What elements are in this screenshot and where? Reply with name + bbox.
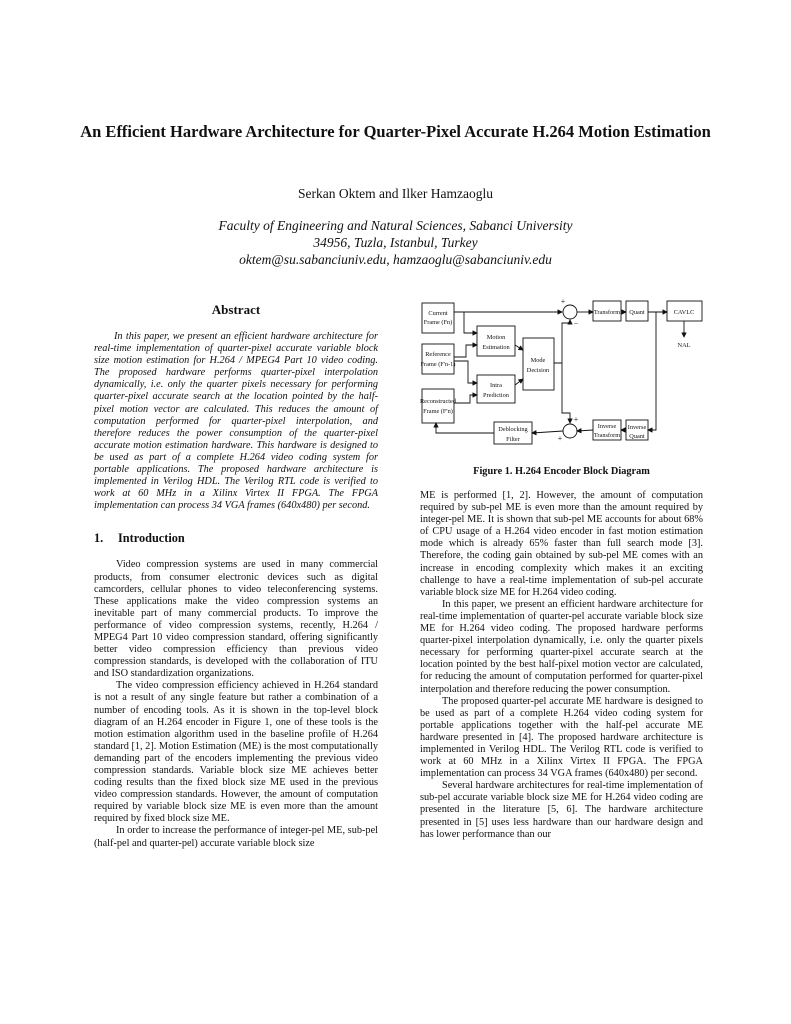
block-diagram-svg [420,295,706,445]
block-label: Frame (Fn) [423,319,453,326]
subtract-node [563,305,577,319]
affiliation-line: 34956, Tuzla, Istanbul, Turkey [313,235,478,250]
intro-paragraph: Several hardware architectures for real-time implementation of sub-pel accurate variable block size ME for H.264 video coding are presented in the literature [5, 6]. The hardware architecture presented in [5] uses less hardware than our hardware design and has lower performance than our [420,780,703,840]
intro-paragraph: The video compression efficiency achieved in H.264 standard is not a result of any single feature but rather a combination of a number of encoding tools. As it is shown in the top-level block diagram of an H.264 encoder in Figure 1, one of these tools is the motion estimation algorithm used in the baseline profile of H.264 standard [1, 2]. Motion Estimation (ME) is the most computationally demanding part of the encoders implementing the previous video compression standards. Variable block size ME achieves better coding results than the fixed block size ME used in the previous video compression standards. However, the amount of computation required by variable block size ME is even more than the amount required by fixed block size ME. [94,680,378,825]
intro-paragraph: The proposed quarter-pel accurate ME hardware is designed to be used as part of a complete H.264 video coding system for portable applications together with the half-pel accurate ME hardware presented in [4]. The proposed hardware architecture is implemented in Verilog HDL. The Verilog RTL code is verified to work at 60 MHz in a Xilinx Virtex II FPGA. The FPGA implementation can process 34 VGA frames (640x480) per second. [420,695,703,780]
right-column [420,490,703,841]
block-label: Mode [530,357,546,364]
figure-encoder-block-diagram [420,295,706,445]
figure-caption: Figure 1. H.264 Encoder Block Diagram [473,466,650,477]
block-label: Transform [593,432,621,439]
author-affiliation [70,217,721,268]
intro-paragraph: In order to increase the performance of integer-pel ME, sub-pel (half-pel and quarter-pel) accurate variable block size [94,825,378,849]
block-label: Inverse [597,423,617,430]
minus-sign: − [573,319,579,328]
block-label: Reconstructed [420,398,457,405]
block-label: Quant [629,433,645,440]
block-label: CAVLC [673,309,695,316]
intro-paragraph: Video compression systems are used in many commercial products, from consumer electronic devices such as digital camcorders, cellular phones to video teleconferencing systems. These applications make the video compression systems an inevitable part of many commercial products. To improve the performance of video compression systems, recently, H.264 / MPEG4 Part 10 video compression standard, offering significantly better video compression efficiency than previous video compression standards, is developed with the collaboration of ITU and ISO standardization organizations. [94,559,378,680]
reference-frame-block [422,344,454,374]
reconstructed-frame-block [422,389,454,423]
left-column [94,302,378,850]
section-number: 1. [94,531,104,546]
paper-authors: Serkan Oktem and Ilker Hamzaoglu [298,186,493,201]
affiliation-line: Faculty of Engineering and Natural Sciences, Sabanci University [218,218,573,233]
intro-paragraph: ME is performed [1, 2]. However, the amount of computation required by sub-pel ME is even more than the amount required by integer-pel ME. It is shown that sub-pel ME accounts for about 68% of CPU usage of a H.264 video encoder in fast motion estimation mode which is already 65% faster than full search mode [3]. Therefore, the coding gain obtained by sub-pel ME comes with an increase in encoding complexity which makes it an exciting challenge to have a real-time implementation of sub-pel accurate variable block size ME for H.264 video coding. [420,490,703,598]
block-label: Estimation [482,344,510,351]
block-label: Reference [425,351,451,358]
section-title: Introduction [118,531,185,546]
abstract-heading: Abstract [211,302,261,317]
motion-estimation-block [477,326,515,356]
intro-paragraph: In this paper, we present an efficient hardware architecture for real-time implementation of quarter-pel accurate variable block size ME for H.264 video coding. The proposed hardware performs quarter-pixel interpolation dynamically, i.e. only the quarter pixels necessary for performing quarter-pixel accurate search at the location pointed by the best half-pixel motion vector are calculated, for reducing the amount of computation performed for quarter-pixel interpolation and therefore reducing the power consumption. [420,598,703,695]
block-label: Deblocking [498,426,528,433]
abstract-text: In this paper, we present an efficient hardware architecture for real-time implementation of quarter-pixel accurate variable block size motion estimation for H.264 / MPEG4 Part 10 video coding. The proposed hardware performs quarter-pixel interpolation dynamically, i.e. only the quarter pixels necessary for performing quarter-pixel accurate search at the location pointed by the half-pixel motion vector are calculated. This reduces the amount of computation performed for quarter-pixel interpolation, and therefore reduces the power consumption of the quarter-pixel accurate motion estimation hardware. This hardware is designed to be used as part of a complete H.264 video coding system for portable applications. The proposed hardware architecture is implemented in Verilog HDL. The Verilog RTL code is verified to work at 60 MHz in a Xilinx Virtex II FPGA. The FPGA implementation can process 34 VGA frames (640x480) per second. [94,331,378,512]
paper-title: An Efficient Hardware Architecture for Quarter-Pixel Accurate H.264 Motion Estimation [80,122,711,141]
add-node [563,424,577,438]
section-heading-introduction [94,531,378,546]
block-label: Motion [486,334,506,341]
affiliation-emails: oktem@su.sabanciuniv.edu, hamzaoglu@sabanciuniv.edu [239,252,552,267]
block-label: Intra [490,382,502,389]
plus-sign: + [560,297,566,306]
current-frame-block [422,303,454,333]
block-label: Prediction [483,392,509,399]
plus-sign: + [557,434,563,443]
block-label: Decision [526,367,550,374]
nal-label: NAL [677,342,691,349]
block-label: Quant [629,309,645,316]
block-label: Inverse [627,424,647,431]
mode-decision-block [523,338,554,390]
block-label: Current [428,310,448,317]
block-label: Filter [506,436,520,443]
block-label: Frame (F'n) [423,408,453,415]
block-label: Transform [593,309,621,316]
block-label: Frame (F'n-1) [420,361,456,368]
plus-sign: + [573,415,579,424]
